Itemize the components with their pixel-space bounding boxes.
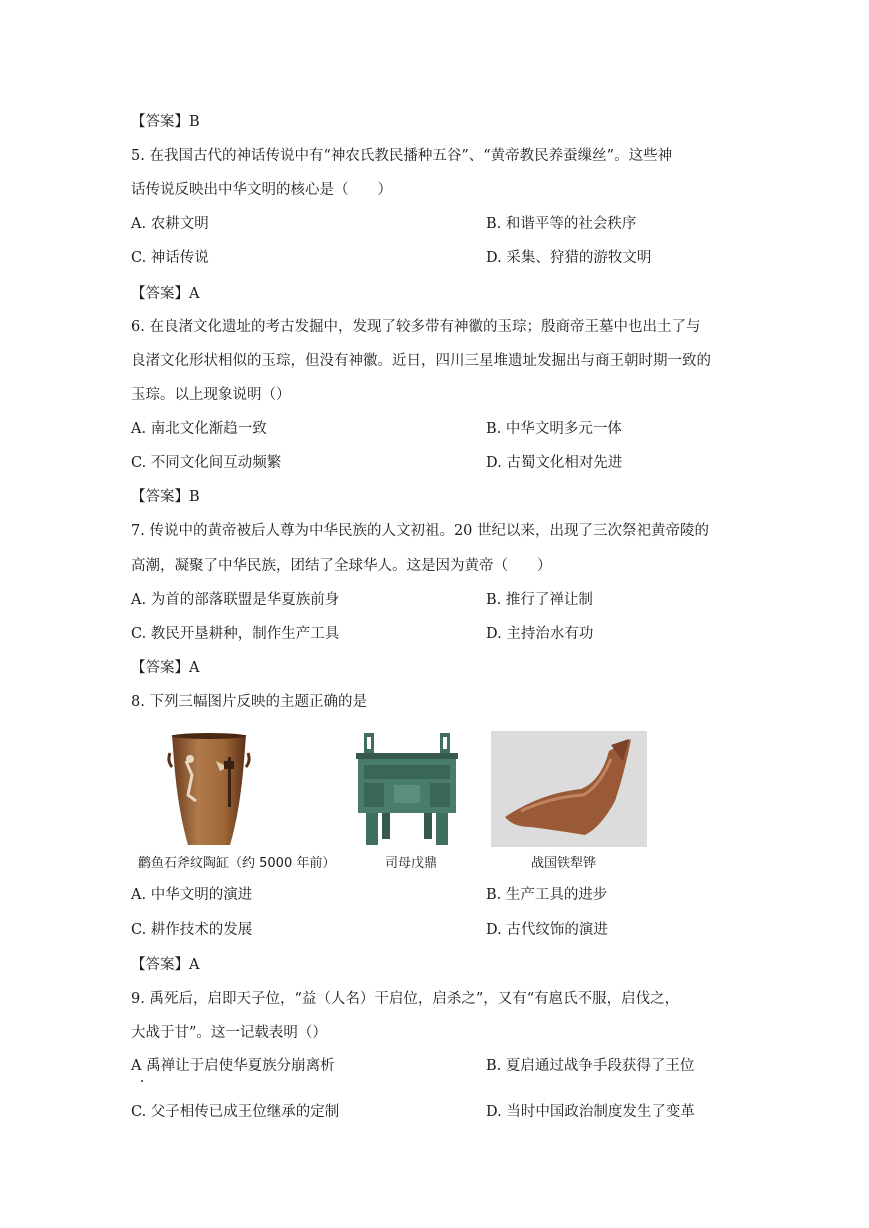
- iron-plough-image: [491, 731, 647, 847]
- q6-stem-line-3: 玉琮。以上现象说明（）: [131, 387, 291, 403]
- q5-stem-line-1: 5. 在我国古代的神话传说中有“神农氏教民播种五谷”、“黄帝教民养蚕缫丝”。这些神: [131, 148, 673, 164]
- q5-stem-line-2: 话传说反映出中华文明的核心是（ ）: [131, 182, 392, 198]
- q5-option-a: A. 农耕文明: [131, 216, 209, 232]
- q7-option-a: A. 为首的部落联盟是华夏族前身: [131, 592, 340, 608]
- q9-option-dot: [141, 1080, 143, 1082]
- q8-option-b: B. 生产工具的进步: [486, 887, 608, 903]
- q9-option-c: C. 父子相传已成王位继承的定制: [131, 1104, 340, 1120]
- q6-option-b: B. 中华文明多元一体: [486, 421, 622, 437]
- q6-stem-line-2: 良渚文化形状相似的玉琮，但没有神徽。近日，四川三星堆遗址发掘出与商王朝时期一致的: [131, 353, 711, 369]
- pottery-jar-image: [166, 731, 252, 847]
- q9-option-b: B. 夏启通过战争手段获得了王位: [486, 1058, 695, 1074]
- q6-stem-line-1: 6. 在良渚文化遗址的考古发掘中，发现了较多带有神徽的玉琮；殷商帝王墓中也出土了与: [131, 319, 701, 335]
- q8-option-a: A. 中华文明的演进: [131, 887, 253, 903]
- q6-option-a: A. 南北文化渐趋一致: [131, 421, 267, 437]
- q7-option-b: B. 推行了禅让制: [486, 592, 593, 608]
- q7-option-c: C. 教民开垦耕种，制作生产工具: [131, 626, 340, 642]
- q9-option-d: D. 当时中国政治制度发生了变革: [486, 1104, 695, 1120]
- q5-option-d: D. 采集、狩猎的游牧文明: [486, 250, 652, 266]
- answer-q8: 【答案】A: [131, 957, 200, 973]
- answer-q6: 【答案】B: [131, 489, 200, 505]
- answer-q7: 【答案】A: [131, 660, 200, 676]
- q9-stem-line-1: 9. 禹死后，启即天子位，“益（人名）干启位，启杀之”，又有“有扈氏不服，启伐之，: [131, 991, 680, 1007]
- bronze-ding-image: [344, 731, 470, 847]
- q5-option-b: B. 和谐平等的社会秩序: [486, 216, 637, 232]
- q7-stem-line-1: 7. 传说中的黄帝被后人尊为中华民族的人文初祖。20 世纪以来，出现了三次祭祀黄帝陵的: [131, 523, 709, 539]
- answer-q4: 【答案】B: [131, 114, 200, 130]
- q9-stem-line-2: 大战于甘”。这一记载表明（）: [131, 1025, 327, 1041]
- q5-option-c: C. 神话传说: [131, 250, 209, 266]
- caption-pottery-jar: 鹳鱼石斧纹陶缸（约 5000 年前）: [138, 856, 336, 871]
- q9-option-a: A 禹禅让于启使华夏族分崩离析: [131, 1058, 335, 1074]
- answer-q5: 【答案】A: [131, 286, 200, 302]
- q6-option-d: D. 古蜀文化相对先进: [486, 455, 623, 471]
- caption-iron-plough: 战国铁犁铧: [531, 856, 597, 871]
- q8-stem: 8. 下列三幅图片反映的主题正确的是: [131, 694, 367, 710]
- q8-option-d: D. 古代纹饰的演进: [486, 922, 608, 938]
- q7-stem-line-2: 高潮，凝聚了中华民族，团结了全球华人。这是因为黄帝（ ）: [131, 558, 552, 574]
- q6-option-c: C. 不同文化间互动频繁: [131, 455, 282, 471]
- caption-bronze-ding: 司母戊鼎: [385, 856, 438, 871]
- q7-option-d: D. 主持治水有功: [486, 626, 594, 642]
- q8-option-c: C. 耕作技术的发展: [131, 922, 253, 938]
